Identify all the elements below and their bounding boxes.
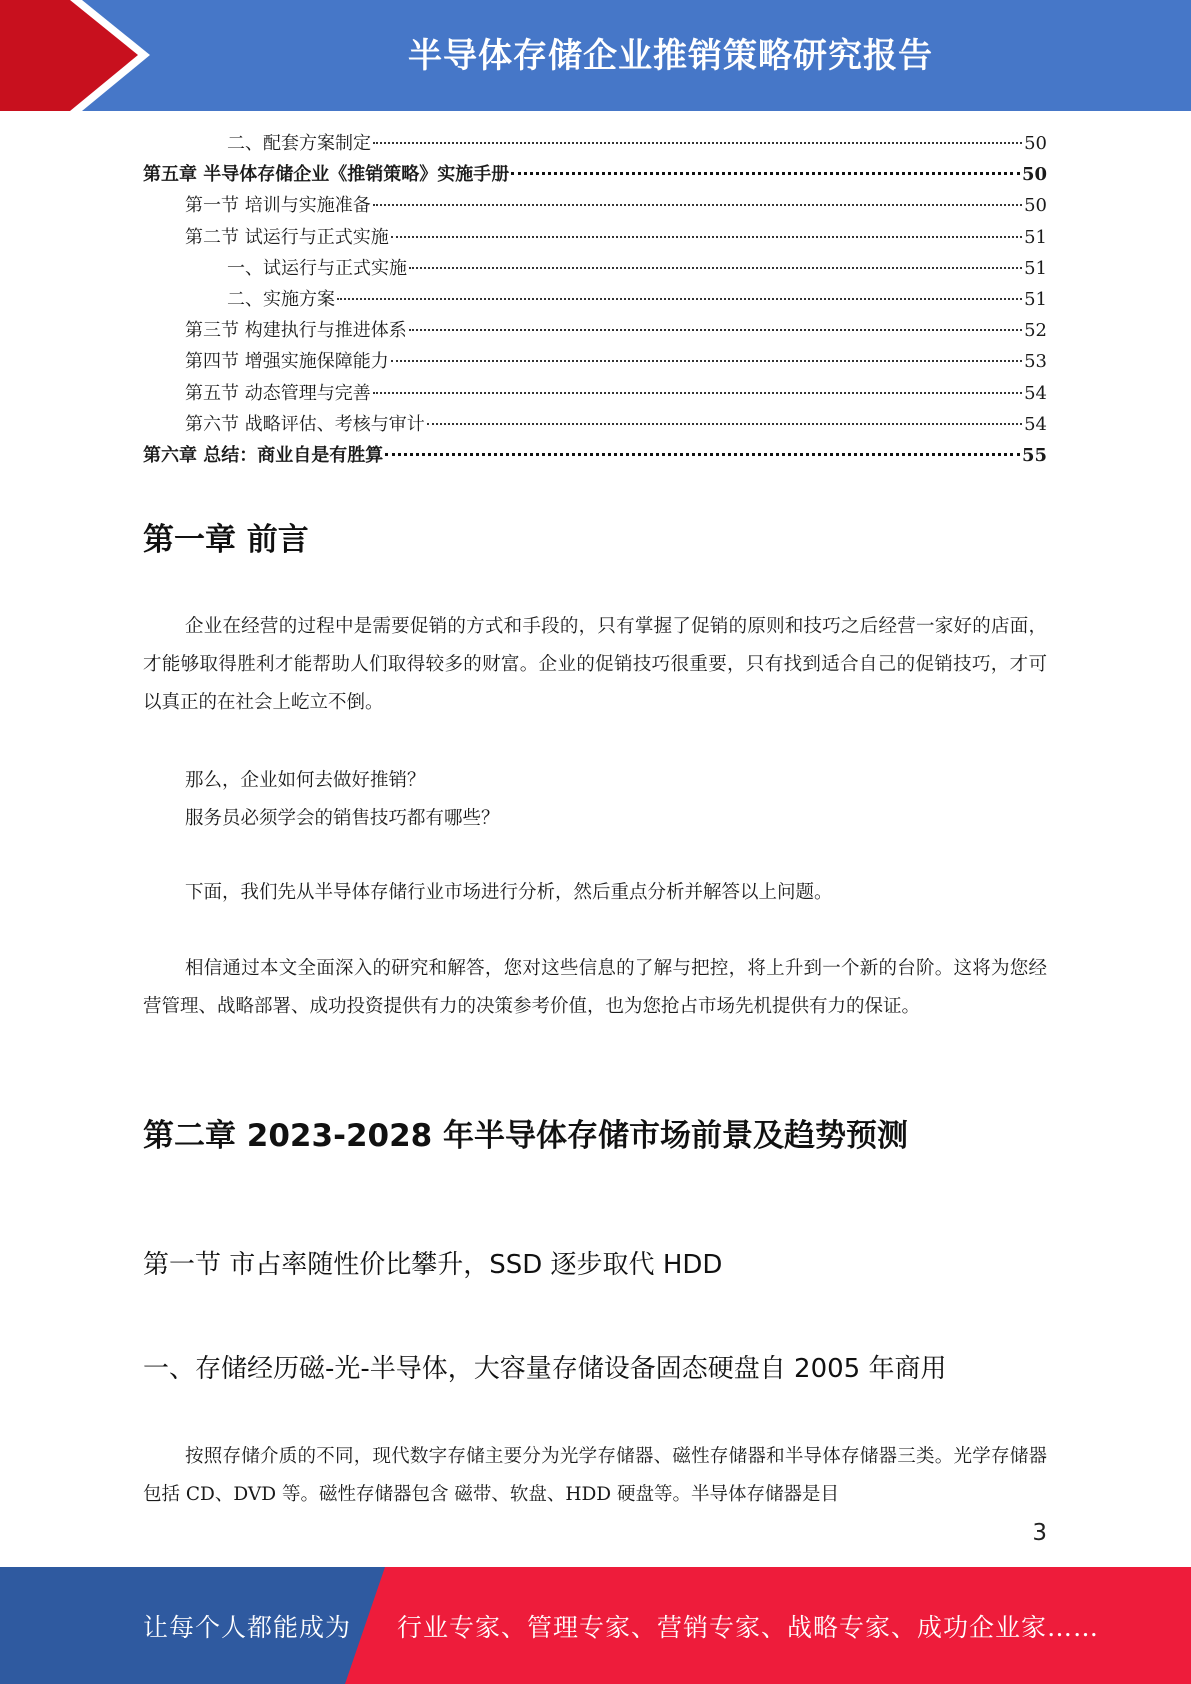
toc-entry-page: 55 <box>1021 444 1047 466</box>
toc-dot-leader <box>337 298 1022 300</box>
toc-entry-title: 第六章 总结：商业自是有胜算 <box>143 444 384 466</box>
toc-entry-page: 51 <box>1024 226 1047 248</box>
toc-entry-title: 一、试运行与正式实施 <box>227 257 407 279</box>
header-arrow-decoration <box>0 0 160 111</box>
toc-dot-leader <box>373 392 1022 394</box>
page-number: 3 <box>1032 1520 1047 1546</box>
toc-entry-chapter[interactable] <box>143 160 1047 191</box>
body-paragraph: 按照存储介质的不同，现代数字存储主要分为光学存储器、磁性存储器和半导体存储器三类。光学存储器包括 CD、DVD 等。磁性存储器包含 磁带、软盘、HDD 硬盘等。半导体存储器是目 <box>143 1446 1047 1505</box>
toc-dot-leader <box>409 267 1022 269</box>
chapter-heading: 第二章 2023-2028 年半导体存储市场前景及趋势预测 <box>143 1118 909 1154</box>
toc-entry[interactable] <box>143 410 1047 441</box>
question-line: 那么，企业如何去做好推销？ <box>185 770 426 791</box>
toc-entry-page: 50 <box>1024 195 1047 217</box>
footer-slogan-left: 让每个人都能成为 <box>143 1612 352 1642</box>
toc-entry-page: 54 <box>1024 413 1047 435</box>
toc-dot-leader <box>391 236 1022 238</box>
toc-entry-title: 第二节 试运行与正式实施 <box>185 226 389 248</box>
toc-entry-title: 二、配套方案制定 <box>227 133 371 154</box>
toc-entry[interactable] <box>143 285 1047 316</box>
toc-entry[interactable] <box>143 316 1047 347</box>
toc-entry-title: 第三节 构建执行与推进体系 <box>185 320 407 342</box>
toc-entry-page: 51 <box>1024 288 1047 310</box>
subsection-heading: 一、存储经历磁-光-半导体，大容量存储设备固态硬盘自 2005 年商用 <box>143 1354 947 1384</box>
table-of-contents <box>143 129 1047 472</box>
toc-dot-leader <box>511 172 1020 175</box>
question-line: 服务员必须学会的销售技巧都有哪些？ <box>185 808 500 829</box>
toc-entry-page: 50 <box>1024 133 1047 154</box>
body-paragraph: 下面，我们先从半导体存储行业市场进行分析，然后重点分析并解答以上问题。 <box>185 882 833 903</box>
body-paragraph: 相信通过本文全面深入的研究和解答，您对这些信息的了解与把控，将上升到一个新的台阶。这将为您经营管理、战略部署、成功投资提供有力的决策参考价值，也为您抢占市场先机提供有力的保证。 <box>143 958 1047 1017</box>
toc-dot-leader <box>427 423 1022 425</box>
toc-entry-title: 第五节 动态管理与完善 <box>185 382 371 404</box>
toc-entry-page: 53 <box>1024 351 1047 373</box>
toc-entry-title: 第六节 战略评估、考核与审计 <box>185 413 425 435</box>
toc-entry-page: 51 <box>1024 257 1047 279</box>
toc-dot-leader <box>373 142 1022 144</box>
body-paragraph: 企业在经营的过程中是需要促销的方式和手段的，只有掌握了促销的原则和技巧之后经营一家好的店面，才能够取得胜利才能帮助人们取得较多的财富。企业的促销技巧很重要，只有找到适合自己的促销技巧，才可以真正的在社会上屹立不倒。 <box>143 616 1047 713</box>
chapter-heading: 第一章 前言 <box>143 522 309 558</box>
toc-entry[interactable] <box>143 191 1047 222</box>
toc-entry-title: 第一节 培训与实施准备 <box>185 195 371 217</box>
toc-entry[interactable] <box>143 379 1047 410</box>
toc-entry-page: 52 <box>1024 320 1047 342</box>
section-heading: 第一节 市占率随性价比攀升，SSD 逐步取代 HDD <box>143 1250 723 1280</box>
footer-slogan-right: 行业专家、管理专家、营销专家、战略专家、成功企业家…… <box>397 1612 1100 1642</box>
toc-entry-title: 第四节 增强实施保障能力 <box>185 351 389 373</box>
page-header <box>0 0 1191 111</box>
toc-entry[interactable] <box>143 223 1047 254</box>
toc-entry[interactable] <box>143 129 1047 160</box>
toc-entry-chapter[interactable] <box>143 441 1047 472</box>
toc-entry-title: 第五章 半导体存储企业《推销策略》实施手册 <box>143 164 510 186</box>
toc-entry-page: 54 <box>1024 382 1047 404</box>
toc-entry[interactable] <box>143 254 1047 285</box>
toc-entry-title: 二、实施方案 <box>227 288 335 310</box>
toc-dot-leader <box>373 204 1022 206</box>
toc-entry-page: 50 <box>1021 164 1047 186</box>
toc-dot-leader <box>385 453 1020 456</box>
toc-entry[interactable] <box>143 347 1047 378</box>
toc-dot-leader <box>391 360 1022 362</box>
report-title: 半导体存储企业推销策略研究报告 <box>408 35 933 76</box>
page-footer <box>0 1567 1191 1684</box>
toc-dot-leader <box>409 329 1022 331</box>
